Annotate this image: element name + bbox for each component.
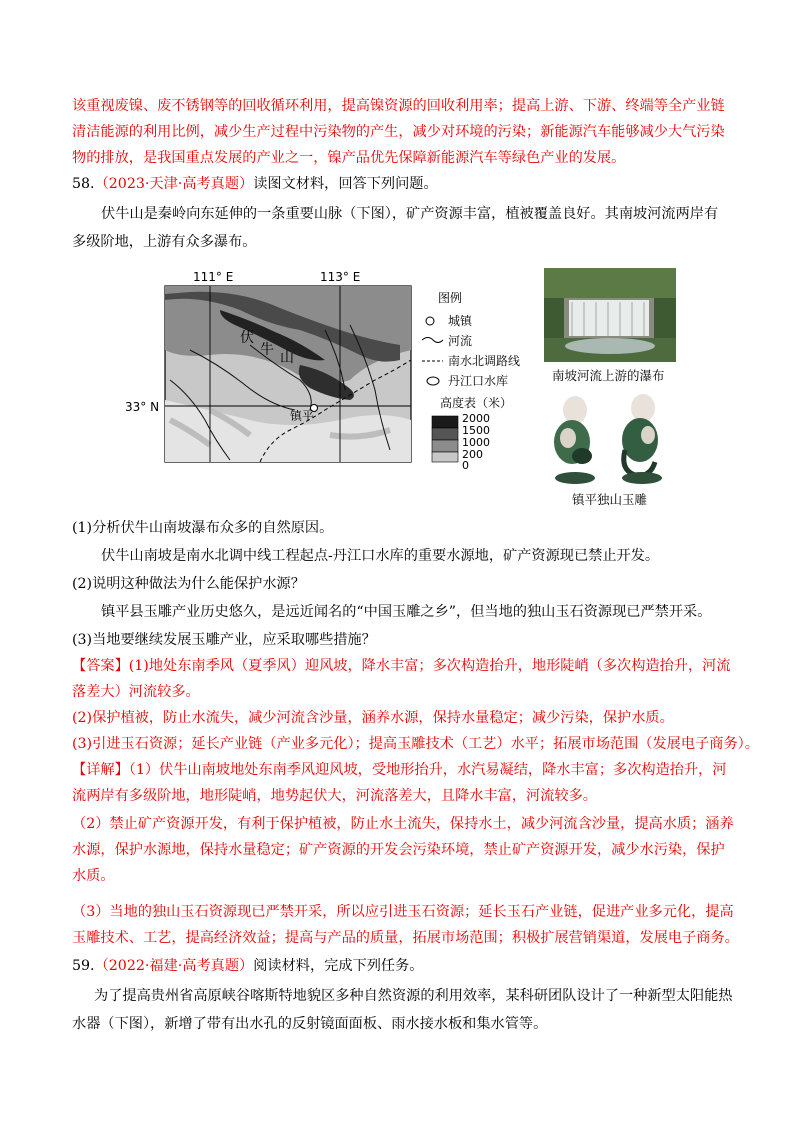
jade-caption: 镇平独山玉雕 bbox=[572, 492, 648, 507]
detail-line: （3）当地的独山玉石资源现已严禁开采，所以应引进玉石资源；延长玉石产业链，促进产业多元化，提高 bbox=[72, 904, 734, 920]
question-source: （2022·福建·高考真题） bbox=[94, 958, 254, 974]
material-text: 镇平县玉雕产业历史悠久，是远近闻名的“中国玉雕之乡”，但当地的独山玉石资源现已严禁开采。 bbox=[101, 604, 712, 620]
intro-line: 该重视废镍、废不锈钢等的回收循环利用，提高镍资源的回收利用率；提高上游、下游、终端等全产业链 bbox=[72, 98, 725, 114]
elev-swatch bbox=[432, 428, 458, 440]
elev-tick: 2000 bbox=[462, 412, 490, 425]
legend-reservoir: 丹江口水库 bbox=[448, 374, 509, 388]
material-text: 多级阶地，上游有众多瀑布。 bbox=[72, 234, 257, 250]
town-label: 镇平 bbox=[290, 409, 315, 423]
waterfall-photo bbox=[544, 268, 676, 362]
elevation-title: 高度表（米） bbox=[440, 396, 513, 410]
mountain-label: 伏 bbox=[240, 330, 254, 346]
answer-line: 【答案】(1)地处东南季风（夏季风）迎风坡，降水丰富；多次构造抬升，地形陡峭（多次构造抬升，河流 bbox=[72, 658, 731, 674]
sub-question-2: (2)说明这种做法为什么能保护水源？ bbox=[72, 576, 305, 592]
elev-tick: 200 bbox=[462, 448, 483, 461]
legend-river: 河流 bbox=[448, 334, 473, 348]
material-text: 伏牛山南坡是南水北调中线工程起点-丹江口水库的重要水源地，矿产资源现已禁止开发。 bbox=[101, 548, 660, 564]
legend-route: 南水北调路线 bbox=[448, 354, 521, 368]
legend-river-icon bbox=[422, 338, 443, 343]
detail-line: 水质。 bbox=[72, 868, 115, 884]
material-text: 伏牛山是秦岭向东延伸的一条重要山脉（下图），矿产资源丰富，植被覆盖良好。其南坡河流两岸有 bbox=[101, 206, 719, 222]
detail-line: （2）禁止矿产资源开发，有利于保护植被，防止水土流失，保持水土，减少河流含沙量，提高水质；涵养 bbox=[72, 816, 734, 832]
legend-title: 图例 bbox=[438, 291, 463, 305]
funiu-mountain-map bbox=[125, 270, 550, 472]
answer-line: (3)引进玉石资源；延长产业链（产业多元化）；提高玉雕技术（工艺）水平；拓展市场范围（发展电子商务）。 bbox=[72, 736, 759, 752]
material-text: 为了提高贵州省高原峡谷喀斯特地貌区多种自然资源的利用效率，某科研团队设计了一种新型太阳能热 bbox=[94, 988, 733, 1004]
elev-tick: 1000 bbox=[462, 436, 490, 449]
answer-line: (2)保护植被，防止水流失，减少河流含沙量，涵养水源，保持水量稳定；减少污染，保护水质。 bbox=[72, 710, 674, 726]
question-number: 59. bbox=[72, 958, 95, 974]
sub-question-1: (1)分析伏牛山南坡瀑布众多的自然原因。 bbox=[72, 520, 334, 536]
legend-town: 城镇 bbox=[448, 314, 473, 328]
intro-line: 清洁能源的利用比例，减少生产过程中污染物的产生，减少对环境的污染；新能源汽车能够减少大气污染 bbox=[72, 124, 725, 140]
mountain-label: 山 bbox=[280, 350, 294, 366]
lon-label-111: 111° E bbox=[193, 270, 234, 284]
detail-line: 玉雕技术、工艺，提高经济效益；提高与产品的质量，拓展市场范围；积极扩展营销渠道，发展电子商务。 bbox=[72, 930, 739, 946]
question-59-header bbox=[72, 956, 423, 976]
question-source: （2023·天津·高考真题） bbox=[94, 176, 254, 192]
intro-line: 物的排放，是我国重点发展的产业之一，镍产品优先保障新能源汽车等绿色产业的发展。 bbox=[72, 150, 626, 166]
question-number: 58. bbox=[72, 176, 95, 192]
jade-carving-photo bbox=[540, 390, 680, 488]
waterfall-caption: 南坡河流上游的瀑布 bbox=[552, 368, 665, 383]
detail-line: 流两岸有多级阶地，地形陡峭，地势起伏大，河流落差大，且降水丰富，河流较多。 bbox=[72, 788, 597, 804]
lon-label-113: 113° E bbox=[320, 270, 361, 284]
question-prompt: 阅读材料，完成下列任务。 bbox=[253, 958, 424, 974]
elev-swatch bbox=[432, 440, 458, 452]
legend-town-icon bbox=[426, 317, 434, 325]
elev-swatch bbox=[432, 416, 458, 428]
elev-tick: 0 bbox=[462, 459, 469, 472]
elev-swatch bbox=[432, 452, 458, 462]
elev-tick: 1500 bbox=[462, 424, 490, 437]
legend-reservoir-icon bbox=[427, 377, 439, 385]
detail-line: 水源，保护水源地，保持水量稳定；矿产资源的开发会污染环境，禁止矿产资源开发，减少水污染，保护 bbox=[72, 842, 725, 858]
lat-label-33: 33° N bbox=[125, 400, 160, 414]
sub-question-3: (3)当地要继续发展玉雕产业，应采取哪些措施？ bbox=[72, 632, 376, 648]
detail-line: 【详解】（1）伏牛山南坡地处东南季风迎风坡，受地形抬升，水汽易凝结，降水丰富；多次构造抬升，河 bbox=[72, 762, 727, 778]
mountain-label: 牛 bbox=[260, 342, 274, 358]
map-svg bbox=[125, 270, 550, 472]
question-58-header bbox=[72, 174, 438, 194]
answer-line: 落差大）河流较多。 bbox=[72, 684, 200, 700]
question-prompt: 读图文材料，回答下列问题。 bbox=[253, 176, 438, 192]
material-text: 水器（下图），新增了带有出水孔的反射镜面面板、雨水接水板和集水管等。 bbox=[72, 1016, 548, 1032]
